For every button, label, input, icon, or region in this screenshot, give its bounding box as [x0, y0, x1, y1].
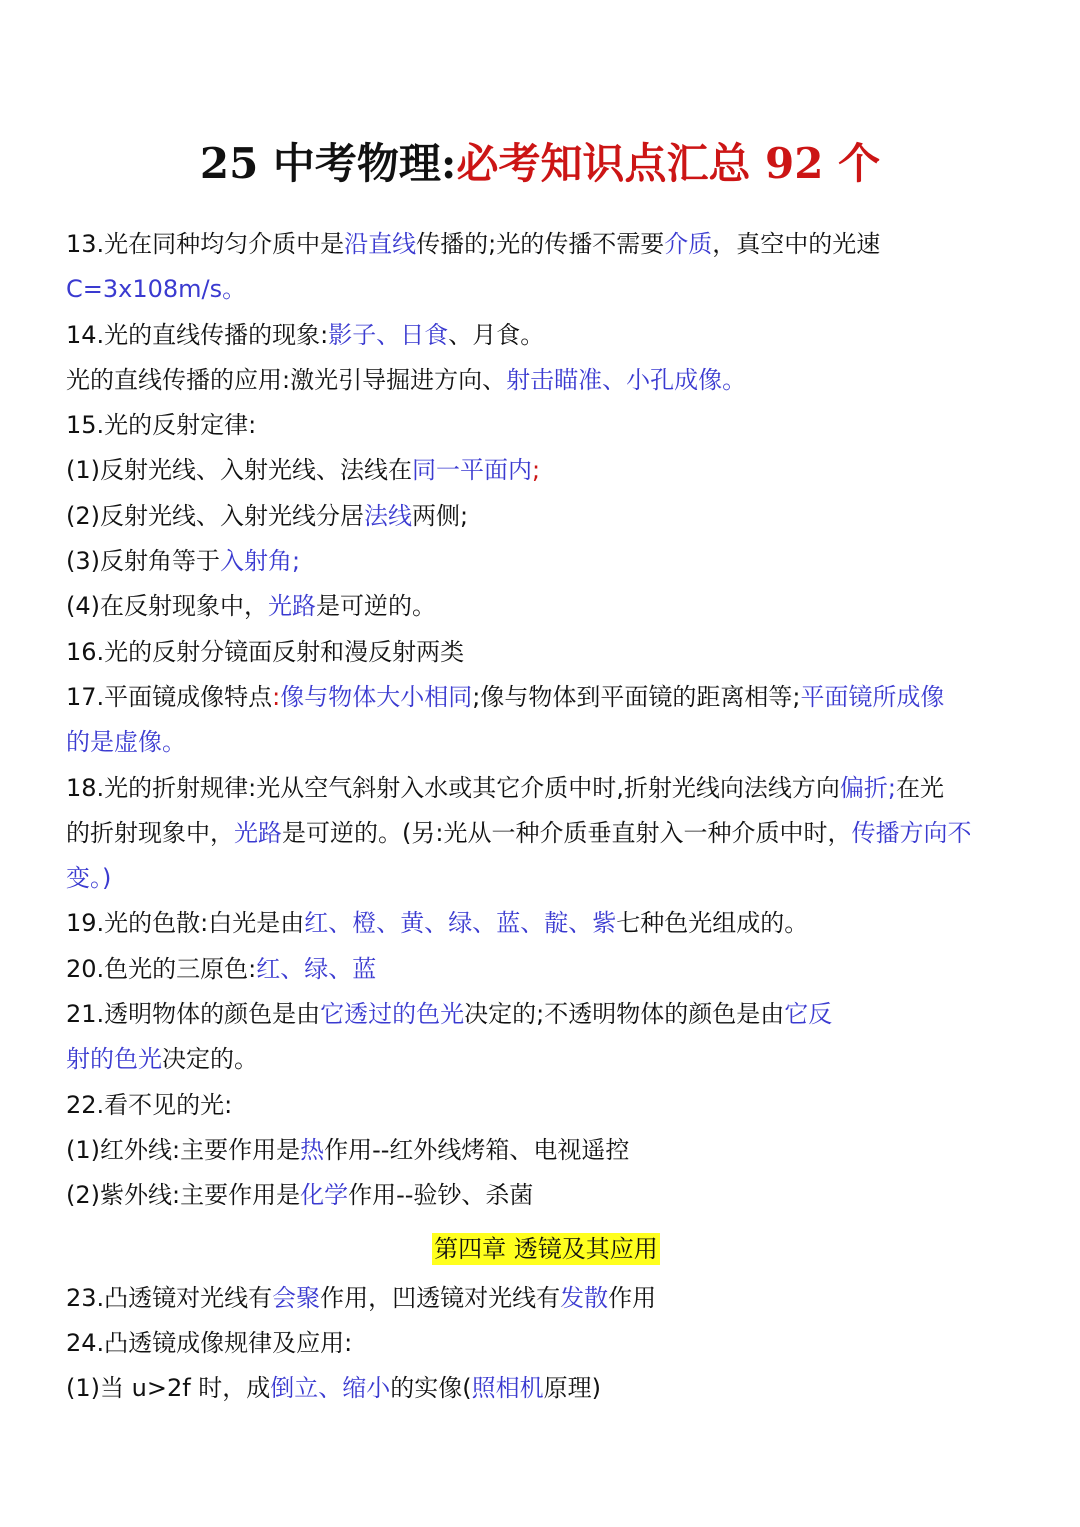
text-line — [66, 448, 1026, 493]
title-part-2: 必考知识点汇总 92 个 — [456, 139, 881, 188]
text-segment: 在光 — [895, 773, 944, 802]
text-segment: 14.光的直线传播的现象: — [66, 320, 329, 349]
text-line — [66, 901, 1026, 946]
text-segment: 是可逆的。(另:光从一种介质垂直射入一种介质中时， — [282, 818, 852, 847]
text-segment: 传播的;光的传播不需要 — [416, 230, 665, 258]
highlighted-term: 射击瞄准、小孔成像。 — [506, 365, 747, 394]
highlighted-term: 它反 — [784, 1000, 833, 1029]
highlighted-term: 倒立、缩小 — [270, 1374, 391, 1403]
text-line — [66, 494, 1026, 539]
highlighted-term: 发散 — [560, 1283, 609, 1312]
text-segment: 作用--红外线烤箱、电视遥控 — [324, 1135, 630, 1164]
text-segment: ;像与物体到平面镜的距离相等; — [472, 682, 801, 711]
text-line — [66, 675, 1026, 720]
text-segment: (2)反射光线、入射光线分居 — [66, 501, 364, 530]
text-line — [66, 403, 1026, 448]
text-segment: 决定的;不透明物体的颜色是由 — [464, 1000, 785, 1029]
text-segment: 16.光的反射分镜面反射和漫反射两类 — [66, 637, 465, 666]
text-line — [66, 539, 1026, 584]
highlighted-term: 光路 — [234, 818, 282, 847]
text-line — [66, 267, 1026, 312]
text-line — [66, 947, 1026, 992]
text-line — [66, 1321, 1026, 1366]
text-line — [66, 584, 1026, 629]
text-segment: 22.看不见的光: — [66, 1090, 233, 1119]
highlighted-term: 它透过的色光 — [320, 1000, 465, 1029]
text-segment: 原理) — [543, 1374, 602, 1403]
highlighted-term: 影子、日食 — [328, 320, 449, 349]
knowledge-points-lens — [66, 1276, 1026, 1412]
highlighted-term: 射的色光 — [66, 1045, 162, 1074]
content-body — [66, 222, 1026, 1412]
knowledge-points-light — [66, 222, 1026, 1219]
text-line — [66, 1276, 1026, 1321]
text-segment: 18.光的折射规律:光从空气斜射入水或其它介质中时,折射光线向法线方向 — [66, 773, 840, 802]
highlighted-term: 光路 — [268, 592, 316, 621]
text-segment: 、月食。 — [448, 320, 545, 349]
page-title — [0, 138, 1080, 190]
text-line — [66, 1128, 1026, 1173]
text-segment: 作用--验钞、杀菌 — [348, 1181, 534, 1210]
text-line — [66, 992, 1026, 1037]
highlighted-term: 红、橙、黄、绿、蓝、靛、紫 — [304, 909, 617, 938]
highlighted-term: 入射角; — [220, 547, 301, 576]
highlighted-term: 法线 — [364, 501, 412, 530]
text-segment: (1)红外线:主要作用是 — [66, 1135, 301, 1164]
text-segment: 的折射现象中， — [66, 818, 234, 847]
text-line — [66, 811, 1026, 856]
text-segment: 七种色光组成的。 — [616, 909, 809, 938]
text-line — [66, 222, 1026, 267]
text-segment: 作用，凹透镜对光线有 — [320, 1283, 561, 1312]
highlighted-term: 变。) — [66, 864, 112, 893]
text-segment: 24.凸透镜成像规律及应用: — [66, 1329, 353, 1358]
highlighted-term: 红、绿、蓝 — [256, 954, 377, 983]
highlighted-term: 会聚 — [272, 1283, 321, 1312]
text-segment: (1)反射光线、入射光线、法线在 — [66, 456, 412, 485]
text-line — [66, 630, 1026, 675]
text-line — [66, 313, 1026, 358]
highlighted-term: 平面镜所成像 — [800, 682, 945, 711]
text-segment: 20.色光的三原色: — [66, 954, 257, 983]
text-segment: 两侧; — [412, 501, 469, 530]
text-line — [66, 766, 1026, 811]
text-line — [66, 1173, 1026, 1218]
highlighted-term: C=3x108m/s。 — [66, 275, 247, 304]
highlighted-term: 同一平面内 — [412, 456, 532, 485]
text-segment: 15.光的反射定律: — [66, 411, 257, 440]
highlighted-term: 照相机 — [471, 1374, 544, 1403]
highlighted-term: 偏折; — [839, 773, 896, 802]
text-line — [66, 1366, 1026, 1411]
text-segment: 23.凸透镜对光线有 — [66, 1283, 273, 1312]
chapter-heading-text: 第四章 透镜及其应用 — [434, 1234, 658, 1263]
text-segment: 19.光的色散:白光是由 — [66, 909, 305, 938]
highlighted-term: 化学 — [300, 1181, 349, 1210]
text-segment: ; — [532, 456, 541, 485]
title-part-1: 25 中考物理: — [199, 139, 457, 188]
text-segment: 决定的。 — [162, 1045, 258, 1074]
text-segment: 的实像( — [390, 1374, 472, 1403]
highlighted-term: 沿直线 — [344, 230, 417, 258]
text-segment: (1)当 u>2f 时，成 — [66, 1374, 271, 1403]
text-segment: 13.光在同种均匀介质中是 — [66, 230, 345, 258]
text-segment: : — [272, 682, 281, 711]
text-segment: (2)紫外线:主要作用是 — [66, 1181, 301, 1210]
highlighted-term: 像与物体大小相同 — [280, 682, 473, 711]
text-line — [66, 1083, 1026, 1128]
highlighted-term: 介质 — [664, 230, 713, 258]
text-segment: (4)在反射现象中， — [66, 592, 268, 621]
highlighted-term: 热 — [300, 1135, 325, 1164]
highlighted-term: 的是虚像。 — [66, 728, 186, 757]
text-segment: 光的直线传播的应用:激光引导掘进方向、 — [66, 365, 507, 394]
text-segment: 17.平面镜成像特点 — [66, 682, 273, 711]
text-segment: ，真空中的光速 — [712, 230, 881, 258]
text-line — [66, 1037, 1026, 1082]
text-line — [66, 856, 1026, 901]
text-segment: 是可逆的。 — [316, 592, 436, 621]
text-line — [66, 720, 1026, 765]
text-segment: 作用 — [608, 1283, 657, 1312]
chapter-heading — [66, 1227, 1026, 1272]
text-segment: 21.透明物体的颜色是由 — [66, 1000, 321, 1029]
highlighted-term: 传播方向不 — [851, 818, 972, 847]
text-line — [66, 358, 1026, 403]
text-segment: (3)反射角等于 — [66, 547, 220, 576]
